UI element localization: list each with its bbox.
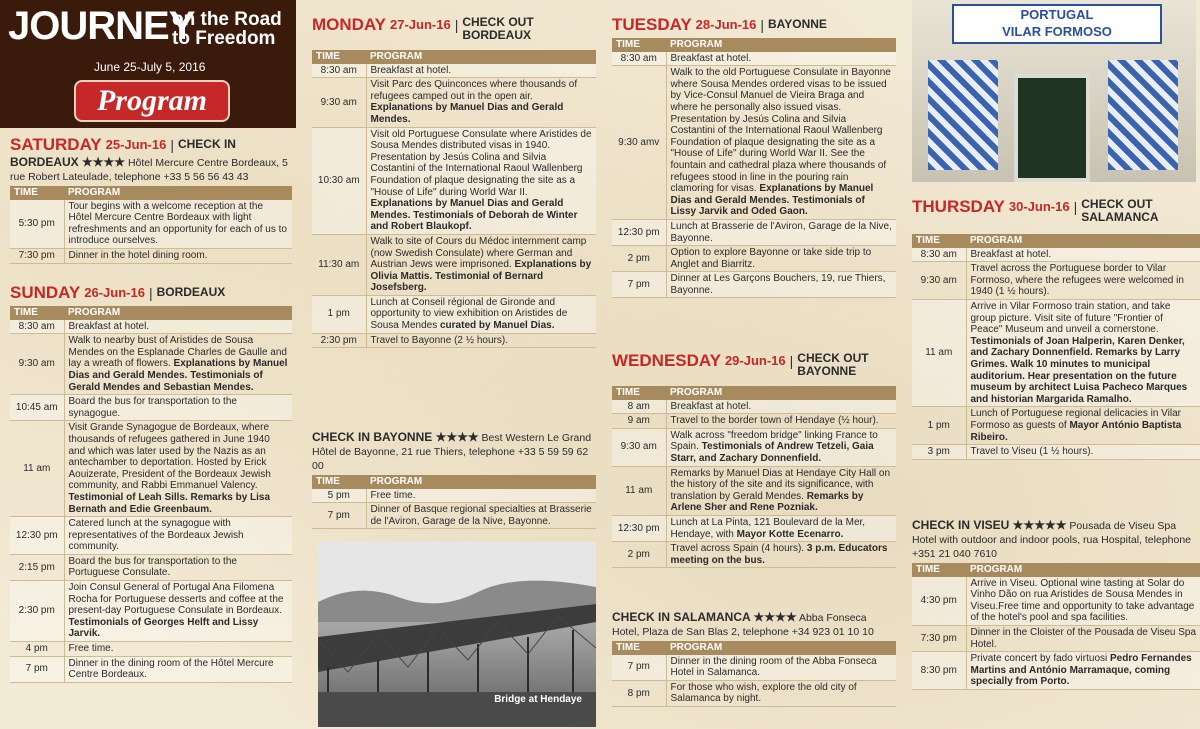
event-time: 11:30 am	[312, 234, 366, 295]
event-time: 1 pm	[912, 407, 966, 445]
table-row	[912, 299, 1200, 406]
table-row	[612, 219, 896, 245]
event-program: Lunch of Portuguese regional delicacies in Vilar Formoso as guests of Mayor António Baptista Ribeiro.	[966, 407, 1200, 445]
day-name: SUNDAY	[10, 283, 81, 302]
event-time: 7:30 pm	[912, 625, 966, 651]
program-header: PROGRAM	[666, 386, 896, 400]
day-location: CHECK IN	[177, 137, 236, 151]
day-name: SATURDAY	[10, 135, 102, 154]
day-date: 27-Jun-16	[390, 17, 451, 32]
event-time: 12:30 pm	[612, 219, 666, 245]
event-highlight: Testimonials of Georges Helft and Lissy Jarvik.	[68, 616, 259, 640]
azulejo-tiles-right	[1108, 60, 1178, 170]
program-label: Program	[74, 80, 230, 122]
event-time: 9:30 am	[10, 334, 64, 395]
tuesday-section: TUESDAY 28-Jun-16 | BAYONNE TIME PROGRAM 8:30 am Breakfast at hotel. 9:30 amv Walk to the old Portuguese Consulate in Bayonne where Sousa Mendes ordered visas to be issued by Vice-Consul Manuel de Vieira Braga and where he personally also issued visas. Presentation by Jesús Colina and Silvia Costantini of the International Raoul Wallenberg Foundation of plaque designating the site as a "House of Life" during World War II. See the fountain and cathedral plaza where thousands of refugees stood in line in the pouring rain clamoring for visas. Explanations by Manuel Dias and Gerald Mendes. Testimonials of Lissy Jarvik and Oded Gaon. 12:30 pm Lunch at Brasserie de l'Aviron, Garage de la Nive, Bayonne. 2 pm Option to explore Bayonne or take side trip to Anglet and Biarritz. 7 pm Dinner at Les Garçons Bouchers, 19, rue Thiers, Bayonne.	[612, 14, 896, 298]
event-time: 8:30 am	[312, 64, 366, 78]
event-time: 2:30 pm	[10, 581, 64, 642]
event-program: Travel to Viseu (1 ½ hours).	[966, 445, 1200, 460]
checkin-title: CHECK IN VISEU ★★★★★	[912, 518, 1067, 532]
station-photo	[912, 0, 1196, 182]
event-program: Free time.	[366, 489, 596, 503]
event-highlight: Explanations by Olivia Mattis. Testimonial of Bernard Josefsberg.	[370, 259, 592, 294]
event-highlight: Pedro Fernandes Martins and António Marramaque, coming specially from Porto.	[970, 653, 1192, 688]
time-header: TIME	[612, 386, 666, 400]
column-1	[0, 0, 296, 729]
event-program: Catered lunch at the synagogue with representatives of the Bordeaux Jewish community.	[64, 517, 292, 555]
event-time: 7:30 pm	[10, 248, 64, 263]
event-time: 2 pm	[612, 246, 666, 272]
schedule-table	[312, 475, 596, 529]
table-row	[10, 517, 292, 555]
event-time: 12:30 pm	[612, 515, 666, 541]
event-program: Walk to the old Portuguese Consulate in Bayonne where Sousa Mendes ordered visas to be issued by Vice-Consul Manuel de Vieira Braga and where he personally also issued visas. Presentation by Jesús Colina and Silvia Costantini of the International Raoul Wallenberg Foundation of plaque designating the site as a "House of Life" during World War II. See the fountain and cathedral plaza where thousands of refugees stood in line in the pouring rain clamoring for visas. Explanations by Manuel Dias and Gerald Mendes. Testimonials of Lissy Jarvik and Oded Gaon.	[666, 66, 896, 220]
checkin-title: CHECK IN BAYONNE ★★★★	[312, 430, 479, 444]
table-row	[10, 248, 292, 263]
program-header: PROGRAM	[366, 475, 596, 489]
event-time: 7 pm	[612, 655, 666, 681]
event-program: Arrive in Viseu. Optional wine tasting at Solar do Vinho Dão on rua Aristides de Sousa Mendes in Viseu.Free time and opportunity to take advantage of the hotel's pool and spa facilities.	[966, 577, 1200, 626]
schedule-table	[10, 306, 292, 683]
program-header: PROGRAM	[64, 306, 292, 320]
event-time: 9 am	[612, 414, 666, 429]
sunday-section: SUNDAY 26-Jun-16 | BORDEAUX TIME PROGRAM 8:30 am Breakfast at hotel. 9:30 am Walk to nearby bust of Aristides de Sousa Mendes on the Esplanade Charles de Gaulle and lay a wreath of flowers. Explanations by Manuel Dias and Gerald Mendes. Testimonials of Gerald Mendes and Sebastian Mendes. 10:45 am Board the bus for transportation to the synagogue. 11 am Visit Grande Synagogue de Bordeaux, where thousands of refugees gathered in June 1940 and which was later used by the Nazis as an antechamber to deportation. Hosted by Erick Aouizerate, President of the Bordeaux Jewish community, and Rabbi Emmanuel Valency. Testimonial of Leah Sills. Remarks by Lisa Bernath and Edie Greenbaum. 12:30 pm Catered lunch at the synagogue with representatives of the Bordeaux Jewish community. 2:15 pm Board the bus for transportation to the Portuguese Consulate. 2:30 pm Join Consul General of Portugal Ana Filomena Rocha for Portuguese desserts and coffee at the present-day Portuguese Consulate in Bordeaux. Testimonials of Georges Helft and Lissy Jarvik. 4 pm Free time. 7 pm Dinner in the dining room of the Hôtel Mercure Centre Bordeaux.	[10, 282, 292, 683]
event-highlight: Mayor António Baptista Ribeiro.	[970, 419, 1182, 443]
table-row	[612, 246, 896, 272]
day-name: WEDNESDAY	[612, 351, 721, 370]
event-program: Visit Parc des Quinconces where thousands of refugees camped out in the open air. Explanations by Manuel Dias and Gerald Mendes.	[366, 78, 596, 127]
time-header: TIME	[912, 234, 966, 248]
time-header: TIME	[312, 50, 366, 64]
schedule-table	[10, 186, 292, 264]
event-program: Private concert by fado virtuosi Pedro Fernandes Martins and António Marramaque, coming specially from Porto.	[966, 652, 1200, 690]
event-time: 8:30 am	[912, 248, 966, 262]
table-row	[10, 200, 292, 249]
event-program: Free time.	[64, 642, 292, 657]
event-program: Lunch at Brasserie de l'Aviron, Garage de la Nive, Bayonne.	[666, 219, 896, 245]
station-sign: PORTUGAL VILAR FORMOSO	[952, 4, 1162, 44]
table-row	[312, 333, 596, 348]
table-row	[612, 400, 896, 414]
event-program: Join Consul General of Portugal Ana Filomena Rocha for Portuguese desserts and coffee at the present-day Portuguese Consulate in Bordeaux. Testimonials of Georges Helft and Lissy Jarvik.	[64, 581, 292, 642]
event-program: Dinner in the dining room of the Hôtel Mercure Centre Bordeaux.	[64, 656, 292, 682]
azulejo-tiles-left	[928, 60, 998, 170]
day-date: 25-Jun-16	[105, 137, 167, 152]
time-header: TIME	[10, 186, 64, 200]
hotel-info: Abba Fonseca Hotel, Plaza de San Blas 2, telephone +34 923 01 10 10	[612, 612, 874, 638]
table-row	[612, 515, 896, 541]
event-time: 2 pm	[612, 542, 666, 568]
table-row	[10, 395, 292, 421]
day-date: 26-Jun-16	[84, 285, 145, 300]
event-program: Tour begins with a welcome reception at the Hôtel Mercure Centre Bordeaux with light refreshments and an opportunity for each of us to introduce ourselves.	[64, 200, 292, 249]
event-highlight: Remarks by Arlene Sher and Rene Pozniak.	[670, 490, 864, 514]
table-row	[312, 503, 596, 529]
table-row	[912, 577, 1200, 626]
event-time: 9:30 am	[312, 78, 366, 127]
event-program: Board the bus for transportation to the synagogue.	[64, 395, 292, 421]
table-row	[912, 262, 1200, 300]
checkin-title: CHECK IN SALAMANCA ★★★★	[612, 610, 797, 624]
thursday-section: THURSDAY 30-Jun-16 | CHECK OUT SALAMANCA TIME PROGRAM 8:30 am Breakfast at hotel. 9:30 am Travel across the Portuguese border to Vilar Formoso, where the refugees were welcomed in 1940 (1 ½ hours). 11 am Arrive in Vilar Formoso train station, and take group picture. Visit site of future "Frontier of Peace" Museum and unveil a cornerstone. Testimonials of Joan Halperin, Karen Denker, and Zachary Donnenfield. Remarks by Larry Grimes. Walk 10 minutes to municipal auditorium. Hear presentation on the future museum by architect Luisa Pacheco Marques and historian Margarida Ramalho. 1 pm Lunch of Portuguese regional delicacies in Vilar Formoso as guests of Mayor António Baptista Ribeiro. 3 pm Travel to Viseu (1 ½ hours).	[912, 196, 1200, 460]
station-door	[1014, 74, 1090, 182]
program-header: PROGRAM	[966, 234, 1200, 248]
event-time: 8:30 am	[10, 320, 64, 334]
event-program: Walk to nearby bust of Aristides de Sousa Mendes on the Esplanade Charles de Gaulle and lay a wreath of flowers. Explanations by Manuel Dias and Gerald Mendes. Testimonials of Gerald Mendes and Sebastian Mendes.	[64, 334, 292, 395]
event-time: 4 pm	[10, 642, 64, 657]
event-time: 5:30 pm	[10, 200, 64, 249]
table-row	[312, 78, 596, 127]
event-program: Travel to the border town of Hendaye (½ hour).	[666, 414, 896, 429]
table-row	[10, 334, 292, 395]
bridge-caption: Bridge at Hendaye	[494, 694, 582, 705]
day-name: MONDAY	[312, 15, 386, 34]
day-location: BORDEAUX	[156, 285, 226, 299]
bayonne-checkin-section	[312, 430, 596, 529]
table-row	[312, 234, 596, 295]
event-time: 8:30 am	[612, 52, 666, 66]
table-row	[612, 542, 896, 568]
event-program: Dinner in the Cloister of the Pousada de Viseu Spa Hotel.	[966, 625, 1200, 651]
table-row	[10, 656, 292, 682]
event-highlight: Explanations by Manuel Dias and Gerald Mendes. Testimonials of Gerald Mendes and Sebastian Mendes.	[68, 358, 288, 393]
day-name: THURSDAY	[912, 197, 1005, 216]
event-program: Breakfast at hotel.	[666, 52, 896, 66]
table-row	[10, 581, 292, 642]
event-highlight: curated by Manuel Dias.	[440, 320, 555, 332]
event-program: Walk to site of Cours du Médoc internment camp (now Swedish Consulate) where German and Austrian Jews were imprisoned. Explanations by Olivia Mattis. Testimonial of Bernard Josefsberg.	[366, 234, 596, 295]
schedule-table	[912, 234, 1200, 460]
salamanca-checkin-section	[612, 610, 896, 707]
bridge-photo	[318, 542, 596, 727]
journey-dates: June 25-July 5, 2016	[94, 60, 206, 74]
journey-title: JOURNEY	[8, 4, 195, 48]
event-time: 8:30 pm	[912, 652, 966, 690]
event-program: Dinner in the dining room of the Abba Fonseca Hotel in Salamanca.	[666, 655, 896, 681]
program-header: PROGRAM	[666, 641, 896, 655]
day-location: BAYONNE	[768, 17, 827, 31]
table-row	[10, 421, 292, 517]
column-4	[906, 0, 1200, 729]
event-time: 4:30 pm	[912, 577, 966, 626]
event-time: 10:45 am	[10, 395, 64, 421]
event-time: 9:30 am	[612, 428, 666, 466]
table-row	[612, 52, 896, 66]
event-program: Travel across the Portuguese border to Vilar Formoso, where the refugees were welcomed in 1940 (1 ½ hours).	[966, 262, 1200, 300]
journey-subtitle: on the Road to Freedom	[172, 9, 282, 49]
schedule-table	[612, 386, 896, 568]
event-time: 9:30 am	[912, 262, 966, 300]
hotel-info: Pousada de Viseu Spa Hotel with outdoor and indoor pools, rua Hospital, telephone +351 21 040 7610	[912, 520, 1192, 560]
event-time: 2:30 pm	[312, 333, 366, 348]
event-time: 10:30 am	[312, 127, 366, 234]
table-row	[10, 642, 292, 657]
time-header: TIME	[912, 563, 966, 577]
event-time: 8 am	[612, 400, 666, 414]
table-row	[912, 407, 1200, 445]
day-date: 30-Jun-16	[1008, 199, 1070, 214]
event-program: Board the bus for transportation to the Portuguese Consulate.	[64, 554, 292, 580]
event-time: 9:30 amv	[612, 66, 666, 220]
monday-section: MONDAY 27-Jun-16 | CHECK OUT BORDEAUX TIME PROGRAM 8:30 am Breakfast at hotel. 9:30 am Visit Parc des Quinconces where thousands of refugees camped out in the open air. Explanations by Manuel Dias and Gerald Mendes. 10:30 am Visit old Portuguese Consulate where Aristides de Sousa Mendes distributed visas in 1940. Presentation by Jesús Colina and Silvia Costantini of the International Raoul Wallenberg Foundation of plaque designating the site as a "House of Life" during World War II. Explanations by Manuel Dias and Gerald Mendes. Testimonials of Deborah de Winter and Robert Blaukopf. 11:30 am Walk to site of Cours du Médoc internment camp (now Swedish Consulate) where German and Austrian Jews were imprisoned. Explanations by Olivia Mattis. Testimonial of Bernard Josefsberg. 1 pm Lunch at Conseil régional de Gironde and opportunity to view exhibition on Aristides de Sousa Mendes curated by Manuel Dias. 2:30 pm Travel to Bayonne (2 ½ hours).	[312, 14, 596, 348]
schedule-table	[612, 38, 896, 298]
event-program: Travel across Spain (4 hours). 3 p.m. Educators meeting on the bus.	[666, 542, 896, 568]
event-program: Breakfast at hotel.	[666, 400, 896, 414]
table-row	[912, 445, 1200, 460]
table-row	[312, 489, 596, 503]
event-highlight: Mayor Kotte Ecenarro.	[736, 528, 844, 540]
program-header: PROGRAM	[64, 186, 292, 200]
event-program: Arrive in Vilar Formoso train station, and take group picture. Visit site of future "Frontier of Peace" Museum and unveil a cornerstone. Testimonials of Joan Halperin, Karen Denker, and Zachary Donnenfield. Remarks by Larry Grimes. Walk 10 minutes to municipal auditorium. Hear presentation on the future museum by architect Luisa Pacheco Marques and historian Margarida Ramalho.	[966, 299, 1200, 406]
table-row	[912, 248, 1200, 262]
event-time: 7 pm	[312, 503, 366, 529]
event-time: 1 pm	[312, 295, 366, 333]
event-program: Remarks by Manuel Dias at Hendaye City Hall on the history of the site and its significance, with translation by Gerald Mendes. Remarks by Arlene Sher and Rene Pozniak.	[666, 466, 896, 515]
column-3	[606, 0, 896, 729]
table-row	[612, 655, 896, 681]
table-row	[612, 428, 896, 466]
time-header: TIME	[612, 641, 666, 655]
table-row	[612, 272, 896, 298]
program-header: PROGRAM	[666, 38, 896, 52]
event-program: Breakfast at hotel.	[966, 248, 1200, 262]
schedule-table	[912, 563, 1200, 690]
viseu-checkin-section	[912, 518, 1200, 690]
event-time: 7 pm	[612, 272, 666, 298]
event-time: 11 am	[912, 299, 966, 406]
table-row	[10, 554, 292, 580]
table-row	[312, 127, 596, 234]
table-row	[612, 66, 896, 220]
hotel-info: BORDEAUX ★★★★ Hôtel Mercure Centre Bordeaux, 5 rue Robert Lateulade, telephone +33 5 56 56 43 43	[10, 155, 288, 183]
event-time: 2:15 pm	[10, 554, 64, 580]
event-time: 12:30 pm	[10, 517, 64, 555]
event-highlight: Testimonial of Leah Sills. Remarks by Lisa Bernath and Edie Greenbaum.	[68, 491, 271, 515]
day-location: CHECK OUT SALAMANCA	[1081, 197, 1159, 224]
event-program: Walk across "freedom bridge" linking France to Spain. Testimonials of Andrew Tetzeli, Gaia Starr, and Zachary Donnenfield.	[666, 428, 896, 466]
event-highlight: Explanations by Manuel Dias and Gerald Mendes.	[370, 102, 564, 125]
event-highlight: Testimonials of Joan Halperin, Karen Denker, and Zachary Donnenfield. Remarks by Larry Grimes. Walk 10 minutes to municipal auditorium. Hear presentation on the future museum by architect Luisa Pacheco Marques and historian Margarida Ramalho.	[970, 335, 1188, 405]
event-program: Dinner of Basque regional specialties at Brasserie de l'Aviron, Garage de la Nive, Bayonne.	[366, 503, 596, 529]
event-program: Lunch at La Pinta, 121 Boulevard de la Mer, Hendaye, with Mayor Kotte Ecenarro.	[666, 515, 896, 541]
event-program: Visit old Portuguese Consulate where Aristides de Sousa Mendes distributed visas in 1940. Presentation by Jesús Colina and Silvia Costantini of the International Raoul Wallenberg Foundation of plaque designating the site as a "House of Life" during World War II. Explanations by Manuel Dias and Gerald Mendes. Testimonials of Deborah de Winter and Robert Blaukopf.	[366, 127, 596, 234]
event-time: 11 am	[10, 421, 64, 517]
event-time: 5 pm	[312, 489, 366, 503]
table-row	[612, 466, 896, 515]
program-header: PROGRAM	[966, 563, 1200, 577]
event-program: Breakfast at hotel.	[64, 320, 292, 334]
event-program: Dinner at Les Garçons Bouchers, 19, rue Thiers, Bayonne.	[666, 272, 896, 298]
wednesday-section: WEDNESDAY 29-Jun-16 | CHECK OUT BAYONNE TIME PROGRAM 8 am Breakfast at hotel. 9 am Travel to the border town of Hendaye (½ hour). 9:30 am Walk across "freedom bridge" linking France to Spain. Testimonials of Andrew Tetzeli, Gaia Starr, and Zachary Donnenfield. 11 am Remarks by Manuel Dias at Hendaye City Hall on the history of the site and its significance, with translation by Gerald Mendes. Remarks by Arlene Sher and Rene Pozniak. 12:30 pm Lunch at La Pinta, 121 Boulevard de la Mer, Hendaye, with Mayor Kotte Ecenarro. 2 pm Travel across Spain (4 hours). 3 p.m. Educators meeting on the bus.	[612, 350, 896, 568]
table-row	[312, 295, 596, 333]
event-program: Dinner in the hotel dining room.	[64, 248, 292, 263]
event-highlight: Testimonials of Andrew Tetzeli, Gaia Starr, and Zachary Donnenfield.	[670, 441, 874, 464]
table-row	[912, 652, 1200, 690]
table-row	[612, 680, 896, 706]
column-2	[306, 0, 596, 729]
event-program: Breakfast at hotel.	[366, 64, 596, 78]
event-highlight: Explanations by Manuel Dias and Gerald Mendes. Testimonials of Deborah de Winter and Robert Blaukopf.	[370, 198, 578, 233]
event-highlight: Explanations by Manuel Dias and Gerald Mendes. Testimonials of Lissy Jarvik and Oded Gaon.	[670, 183, 874, 218]
table-row	[312, 64, 596, 78]
schedule-table	[312, 50, 596, 348]
time-header: TIME	[312, 475, 366, 489]
saturday-section: SATURDAY 25-Jun-16 | CHECK IN BORDEAUX ★★★★ Hôtel Mercure Centre Bordeaux, 5 rue Robert Lateulade, telephone +33 5 56 56 43 43 TIME PROGRAM 5:30 pm Tour begins with a welcome reception at the Hôtel Mercure Centre Bordeaux with light refreshments and an opportunity for each of us to introduce ourselves. 7:30 pm Dinner in the hotel dining room.	[10, 134, 292, 264]
header-banner	[0, 0, 296, 128]
event-program: Lunch at Conseil régional de Gironde and opportunity to view exhibition on Aristides de Sousa Mendes curated by Manuel Dias.	[366, 295, 596, 333]
event-highlight: 3 p.m. Educators meeting on the bus.	[670, 543, 888, 566]
table-row	[612, 414, 896, 429]
program-header: PROGRAM	[366, 50, 596, 64]
event-program: Visit Grande Synagogue de Bordeaux, where thousands of refugees gathered in June 1940 and which was later used by the Nazis as an antechamber to deportation. Hosted by Erick Aouizerate, President of the Bordeaux Jewish community, and Rabbi Emmanuel Valency. Testimonial of Leah Sills. Remarks by Lisa Bernath and Edie Greenbaum.	[64, 421, 292, 517]
event-program: Travel to Bayonne (2 ½ hours).	[366, 333, 596, 348]
day-date: 28-Jun-16	[695, 17, 757, 32]
schedule-table	[612, 641, 896, 707]
time-header: TIME	[612, 38, 666, 52]
table-row	[912, 625, 1200, 651]
event-program: For those who wish, explore the old city of Salamanca by night.	[666, 680, 896, 706]
day-date: 29-Jun-16	[724, 353, 786, 368]
event-time: 8 pm	[612, 680, 666, 706]
day-location: CHECK OUT BAYONNE	[797, 351, 869, 378]
hotel-info: Best Western Le Grand Hôtel de Bayonne, 21 rue Thiers, telephone +33 5 59 59 62 00	[312, 432, 592, 472]
event-program: Option to explore Bayonne or take side trip to Anglet and Biarritz.	[666, 246, 896, 272]
day-name: TUESDAY	[612, 15, 692, 34]
day-location: CHECK OUT BORDEAUX	[462, 15, 534, 42]
event-time: 3 pm	[912, 445, 966, 460]
event-time: 11 am	[612, 466, 666, 515]
time-header: TIME	[10, 306, 64, 320]
event-time: 7 pm	[10, 656, 64, 682]
table-row	[10, 320, 292, 334]
